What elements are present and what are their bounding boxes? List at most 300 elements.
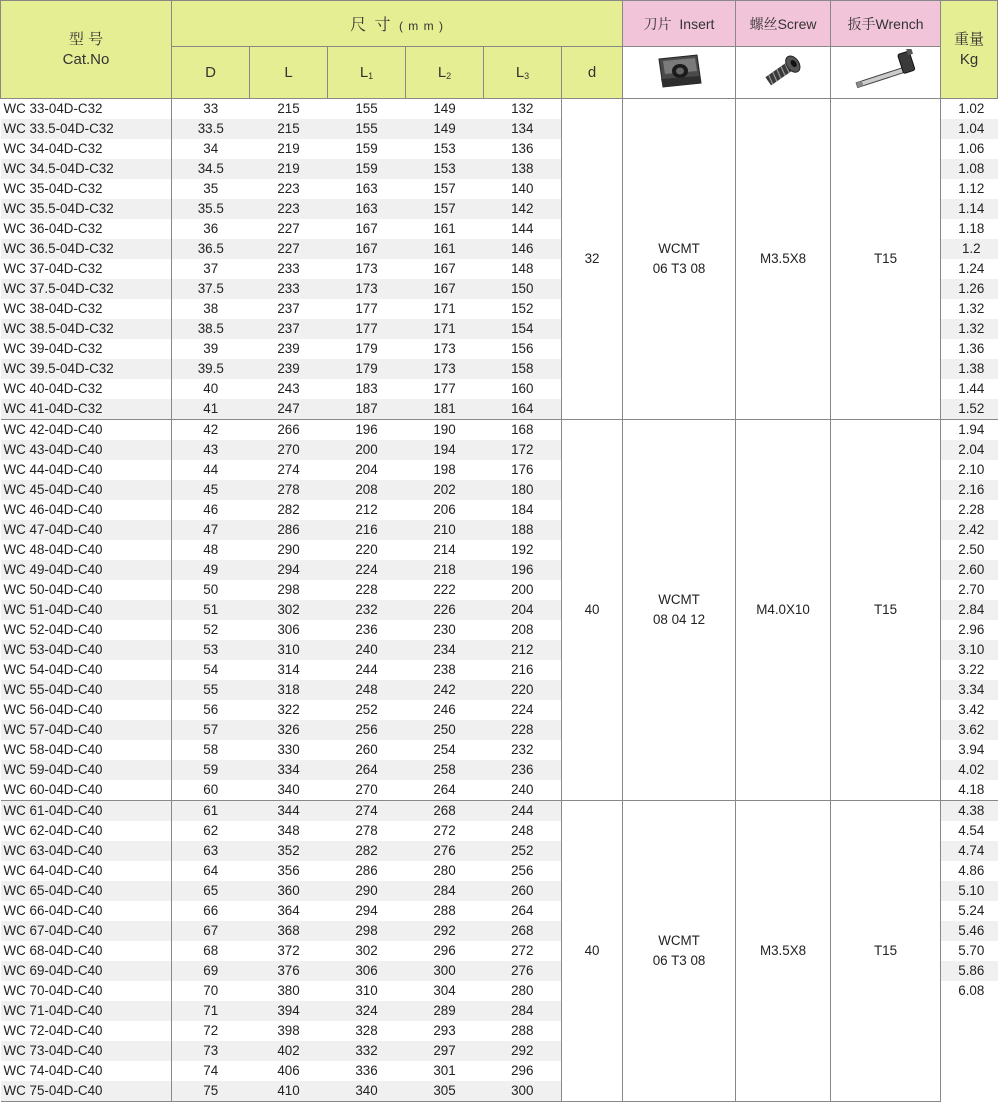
weight-cell: 3.94 (941, 740, 998, 760)
dim-l-cell: 215 (250, 119, 328, 139)
dim-d-cell: 64 (203, 863, 219, 878)
dim-l3-cell: 216 (511, 662, 534, 677)
dim-l3-cell: 280 (511, 983, 534, 998)
dim-d-cell: 75 (172, 1081, 250, 1102)
dim-l-cell: 290 (277, 542, 300, 557)
dim-l1-cell: 270 (328, 780, 406, 801)
cat-no-cell: WC 36.5-04D-C32 (1, 239, 172, 259)
dim-l1-cell: 290 (328, 881, 406, 901)
dim-l1-cell: 204 (355, 462, 378, 477)
weight-cell: 1.08 (941, 159, 998, 179)
dim-l-cell: 344 (250, 801, 328, 822)
dim-l1-cell: 248 (328, 680, 406, 700)
dim-l-cell: 368 (250, 921, 328, 941)
dim-d-cell: 68 (203, 943, 219, 958)
dim-l-cell: 219 (250, 159, 328, 179)
cat-no-cell: WC 63-04D-C40 (1, 841, 172, 861)
dim-l3-cell: 260 (484, 881, 562, 901)
weight-cell: 5.24 (941, 901, 998, 921)
dim-l1-cell: 306 (328, 961, 406, 981)
dim-l3-cell: 152 (511, 301, 534, 316)
cat-no-cell: WC 48-04D-C40 (1, 540, 172, 560)
dim-d-cell: 46 (203, 502, 219, 517)
cat-no-cell: WC 45-04D-C40 (1, 480, 172, 500)
cat-no-cell: WC 46-04D-C40 (1, 500, 172, 520)
dim-l2-cell: 293 (433, 1023, 456, 1038)
weight-cell: 1.52 (941, 399, 998, 420)
dim-l-cell: 227 (277, 221, 300, 236)
dim-d-cell: 67 (172, 921, 250, 941)
dim-d-cell: 39.5 (172, 359, 250, 379)
dim-d-cell: 72 (203, 1023, 219, 1038)
header-insert-en: Insert (679, 15, 715, 32)
dim-l3-cell: 144 (511, 221, 534, 236)
weight-cell: 2.10 (941, 460, 998, 480)
dim-l1-cell: 155 (355, 101, 378, 116)
dim-l2-cell: 276 (406, 841, 484, 861)
dim-l3-cell: 248 (511, 823, 534, 838)
dim-l1-cell: 183 (355, 381, 378, 396)
insert-cell (623, 99, 736, 420)
dim-l-cell: 219 (277, 141, 300, 156)
dim-l3-cell: 192 (511, 542, 534, 557)
dim-l3-cell: 268 (484, 921, 562, 941)
wrench-image (831, 47, 941, 99)
header-screw-en: Screw (777, 15, 817, 32)
dim-d-cell: 33.5 (172, 119, 250, 139)
dim-l-cell: 286 (250, 520, 328, 540)
weight-cell: 4.02 (941, 760, 998, 780)
dim-d-cell: 66 (203, 903, 219, 918)
weight-cell: 3.22 (941, 660, 998, 680)
dim-l3-cell: 180 (484, 480, 562, 500)
dim-l3-cell: 288 (511, 1023, 534, 1038)
dim-l2-cell: 210 (406, 520, 484, 540)
dim-l2-cell: 296 (433, 943, 456, 958)
dim-l2-cell: 292 (406, 921, 484, 941)
cat-no-cell: WC 50-04D-C40 (1, 580, 172, 600)
dim-l2-cell: 153 (406, 159, 484, 179)
dim-d-cell: 62 (203, 823, 219, 838)
dim-l2-cell: 173 (406, 359, 484, 379)
header-wrench-en: Wrench (875, 15, 924, 32)
dim-d-cell: 53 (172, 640, 250, 660)
dim-l1-cell: 216 (328, 520, 406, 540)
dim-d-cell: 37.5 (172, 279, 250, 299)
dim-d-cell: 35.5 (172, 199, 250, 219)
weight-cell: 3.42 (941, 700, 998, 720)
dim-d-cell: 54 (203, 662, 219, 677)
weight-cell: 2.42 (941, 520, 998, 540)
dim-l3-cell: 208 (511, 622, 534, 637)
cat-no-cell: WC 56-04D-C40 (1, 700, 172, 720)
dim-l-cell: 310 (250, 640, 328, 660)
dim-l1-cell: 173 (328, 279, 406, 299)
cat-no-cell: WC 53-04D-C40 (1, 640, 172, 660)
weight-cell: 2.96 (941, 620, 998, 640)
cat-no-cell: WC 35-04D-C32 (1, 179, 172, 199)
dim-l-cell: 314 (277, 662, 300, 677)
cat-no-cell: WC 64-04D-C40 (1, 861, 172, 881)
dim-d-cell: 59 (172, 760, 250, 780)
insert-code: 06 T3 08 (652, 261, 706, 276)
weight-cell (941, 1001, 998, 1021)
cat-no-cell: WC 61-04D-C40 (1, 801, 172, 822)
dim-d-cell: 42 (203, 422, 219, 437)
cat-no-cell: WC 47-04D-C40 (1, 520, 172, 540)
cat-no-cell: WC 35.5-04D-C32 (1, 199, 172, 219)
dim-d-cell: 41 (172, 399, 250, 420)
dim-d-cell: 33 (203, 101, 219, 116)
dim-l1-cell: 332 (328, 1041, 406, 1061)
cat-no-cell: WC 60-04D-C40 (1, 780, 172, 801)
dim-l2-cell: 202 (406, 480, 484, 500)
cat-no-cell: WC 54-04D-C40 (1, 660, 172, 680)
dim-l-cell: 237 (277, 301, 300, 316)
dim-l-cell: 294 (250, 560, 328, 580)
dim-d-cell: 63 (172, 841, 250, 861)
dim-l2-cell: 161 (433, 221, 456, 236)
weight-cell: 1.38 (941, 359, 998, 379)
cat-no-cell: WC 57-04D-C40 (1, 720, 172, 740)
dim-l3-cell: 240 (484, 780, 562, 801)
dim-l2-cell: 284 (406, 881, 484, 901)
dim-l-cell: 330 (277, 742, 300, 757)
cat-no-cell: WC 44-04D-C40 (1, 460, 172, 480)
dim-l2-cell: 304 (433, 983, 456, 998)
dim-l3-cell: 156 (511, 341, 534, 356)
cat-no-cell: WC 39-04D-C32 (1, 339, 172, 359)
dim-l-cell: 247 (250, 399, 328, 420)
dim-l-cell: 380 (277, 983, 300, 998)
dim-d-cell: 55 (172, 680, 250, 700)
weight-cell: 1.44 (941, 379, 998, 399)
dim-l2-cell: 238 (433, 662, 456, 677)
cat-no-cell: WC 62-04D-C40 (1, 821, 172, 841)
header-size-unit: ( m m ) (398, 19, 444, 33)
dim-l3-cell: 200 (511, 582, 534, 597)
table-row (1, 801, 998, 822)
dim-l3-cell: 244 (484, 801, 562, 822)
weight-cell: 4.18 (941, 780, 998, 801)
dim-l1-cell: 236 (355, 622, 378, 637)
table-row (1, 420, 998, 441)
dim-l1-cell: 286 (355, 863, 378, 878)
dim-l-cell: 302 (250, 600, 328, 620)
dim-l3-cell: 136 (511, 141, 534, 156)
weight-cell (941, 1081, 998, 1102)
header-cat-en: Cat.No (62, 50, 110, 68)
weight-cell: 1.14 (941, 199, 998, 219)
dim-l3-cell: 172 (484, 440, 562, 460)
weight-cell: 2.04 (941, 440, 998, 460)
insert-cell (623, 801, 736, 1102)
shank-d-cell: 40 (562, 420, 623, 801)
dim-l-cell: 282 (277, 502, 300, 517)
dim-l-cell: 326 (250, 720, 328, 740)
dim-l1-cell: 220 (355, 542, 378, 557)
dim-d-cell: 40 (203, 381, 219, 396)
dim-l3-cell: 212 (484, 640, 562, 660)
dim-d-cell: 50 (203, 582, 219, 597)
dim-d-cell: 65 (172, 881, 250, 901)
weight-cell: 1.32 (941, 299, 998, 319)
dim-l1-cell: 278 (355, 823, 378, 838)
dim-l2-cell: 198 (433, 462, 456, 477)
dim-l2-cell: 288 (433, 903, 456, 918)
dim-l-cell: 394 (250, 1001, 328, 1021)
dim-l2-cell: 242 (406, 680, 484, 700)
dim-l2-cell: 167 (406, 279, 484, 299)
dim-l-cell: 322 (277, 702, 300, 717)
header-dim-l: L (250, 47, 328, 99)
weight-cell: 3.62 (941, 720, 998, 740)
dim-d-cell: 51 (172, 600, 250, 620)
dim-d-cell: 71 (172, 1001, 250, 1021)
weight-cell: 1.12 (941, 179, 998, 199)
dim-l3-cell: 224 (511, 702, 534, 717)
dim-l2-cell: 171 (406, 319, 484, 339)
weight-cell: 5.46 (941, 921, 998, 941)
dim-l1-cell: 173 (355, 261, 378, 276)
dim-l-cell: 398 (277, 1023, 300, 1038)
header-size (172, 1, 623, 47)
dim-l-cell: 233 (250, 279, 328, 299)
dim-d-cell: 37 (203, 261, 219, 276)
dim-l3-cell: 148 (511, 261, 534, 276)
weight-cell: 4.38 (941, 801, 998, 822)
cat-no-cell: WC 69-04D-C40 (1, 961, 172, 981)
screw-icon (755, 49, 811, 93)
dim-l-cell: 298 (277, 582, 300, 597)
weight-cell: 2.28 (941, 500, 998, 520)
dim-l1-cell: 240 (328, 640, 406, 660)
dim-l1-cell: 228 (355, 582, 378, 597)
header-cat-cn: 型 号 (68, 30, 104, 48)
cat-no-cell: WC 41-04D-C32 (1, 399, 172, 420)
dim-l1-cell: 244 (355, 662, 378, 677)
dim-l2-cell: 264 (406, 780, 484, 801)
dim-l-cell: 356 (277, 863, 300, 878)
dim-l1-cell: 159 (355, 141, 378, 156)
dim-l-cell: 239 (250, 359, 328, 379)
weight-cell: 1.06 (941, 139, 998, 159)
header-dim-l1: $L_1$ (328, 47, 406, 99)
wrench-cell: T15 (831, 801, 941, 1102)
cat-no-cell: WC 33.5-04D-C32 (1, 119, 172, 139)
dim-l2-cell: 149 (406, 119, 484, 139)
dim-l-cell: 402 (250, 1041, 328, 1061)
dim-l3-cell: 300 (484, 1081, 562, 1102)
header-screw (736, 1, 831, 47)
insert-code: 06 T3 08 (652, 953, 706, 968)
dim-l3-cell: 132 (511, 101, 534, 116)
cat-no-cell: WC 39.5-04D-C32 (1, 359, 172, 379)
dim-l3-cell: 256 (511, 863, 534, 878)
weight-cell: 2.60 (941, 560, 998, 580)
cat-no-cell: WC 40-04D-C32 (1, 379, 172, 399)
screw-image (736, 47, 831, 99)
dim-l2-cell: 177 (433, 381, 456, 396)
dim-d-cell: 49 (172, 560, 250, 580)
dim-l2-cell: 173 (433, 341, 456, 356)
cat-no-cell: WC 59-04D-C40 (1, 760, 172, 780)
dim-l2-cell: 297 (406, 1041, 484, 1061)
weight-cell: 5.86 (941, 961, 998, 981)
insert-model: WCMT (658, 241, 700, 256)
dim-d-cell: 45 (172, 480, 250, 500)
weight-cell: 1.02 (941, 99, 998, 120)
insert-model: WCMT (658, 933, 700, 948)
dim-l2-cell: 301 (433, 1063, 456, 1078)
dim-l1-cell: 167 (328, 239, 406, 259)
dim-l3-cell: 196 (484, 560, 562, 580)
dim-l3-cell: 168 (511, 422, 534, 437)
dim-l3-cell: 138 (484, 159, 562, 179)
table-row (1, 99, 998, 120)
cat-no-cell: WC 70-04D-C40 (1, 981, 172, 1001)
shank-d-cell: 32 (562, 99, 623, 420)
dim-l2-cell: 153 (433, 141, 456, 156)
dim-l2-cell: 214 (433, 542, 456, 557)
dim-d-cell: 69 (172, 961, 250, 981)
cat-no-cell: WC 42-04D-C40 (1, 420, 172, 441)
dim-l3-cell: 142 (484, 199, 562, 219)
dim-l1-cell: 302 (355, 943, 378, 958)
cat-no-cell: WC 52-04D-C40 (1, 620, 172, 640)
dim-l2-cell: 300 (406, 961, 484, 981)
cat-no-cell: WC 65-04D-C40 (1, 881, 172, 901)
dim-l2-cell: 194 (406, 440, 484, 460)
dim-l2-cell: 171 (433, 301, 456, 316)
weight-cell: 2.16 (941, 480, 998, 500)
dim-d-cell: 73 (172, 1041, 250, 1061)
dim-l-cell: 348 (277, 823, 300, 838)
insert-image (623, 47, 736, 99)
cat-no-cell: WC 33-04D-C32 (1, 99, 172, 120)
dim-l1-cell: 282 (328, 841, 406, 861)
cat-no-cell: WC 58-04D-C40 (1, 740, 172, 760)
dim-l1-cell: 310 (355, 983, 378, 998)
dim-l2-cell: 149 (433, 101, 456, 116)
dim-l2-cell: 250 (406, 720, 484, 740)
weight-cell: 6.08 (941, 981, 998, 1001)
weight-cell: 1.32 (941, 319, 998, 339)
weight-cell: 1.26 (941, 279, 998, 299)
screw-cell: M3.5X8 (736, 801, 831, 1102)
weight-cell (941, 1021, 998, 1041)
dim-d-cell: 35 (203, 181, 219, 196)
insert-icon (651, 49, 707, 93)
header-insert (623, 1, 736, 47)
dim-l-cell: 239 (277, 341, 300, 356)
header-wrench (831, 1, 941, 47)
dim-l3-cell: 276 (484, 961, 562, 981)
dim-d-cell: 56 (203, 702, 219, 717)
dim-l2-cell: 167 (433, 261, 456, 276)
dim-l2-cell: 222 (433, 582, 456, 597)
shank-d-cell: 40 (562, 801, 623, 1102)
dim-l-cell: 243 (277, 381, 300, 396)
dim-l3-cell: 264 (511, 903, 534, 918)
dim-l-cell: 334 (250, 760, 328, 780)
dim-l1-cell: 196 (355, 422, 378, 437)
weight-cell: 1.18 (941, 219, 998, 239)
weight-cell (941, 1061, 998, 1081)
dim-l2-cell: 280 (433, 863, 456, 878)
weight-cell: 3.34 (941, 680, 998, 700)
dim-l-cell: 340 (250, 780, 328, 801)
wrench-cell: T15 (831, 99, 941, 420)
dim-l-cell: 270 (250, 440, 328, 460)
dim-l3-cell: 154 (484, 319, 562, 339)
dim-l2-cell: 181 (406, 399, 484, 420)
cat-no-cell: WC 72-04D-C40 (1, 1021, 172, 1041)
dim-l-cell: 215 (277, 101, 300, 116)
dim-l1-cell: 294 (355, 903, 378, 918)
dim-d-cell: 38.5 (172, 319, 250, 339)
dim-l1-cell: 179 (355, 341, 378, 356)
dim-l1-cell: 252 (355, 702, 378, 717)
dim-l1-cell: 179 (328, 359, 406, 379)
dim-l1-cell: 260 (355, 742, 378, 757)
weight-cell: 1.2 (941, 239, 998, 259)
insert-cell (623, 420, 736, 801)
dim-l-cell: 376 (250, 961, 328, 981)
dim-l2-cell: 254 (433, 742, 456, 757)
dim-l3-cell: 176 (511, 462, 534, 477)
dim-l3-cell: 252 (484, 841, 562, 861)
weight-cell: 1.94 (941, 420, 998, 441)
weight-cell: 1.24 (941, 259, 998, 279)
dim-l1-cell: 328 (355, 1023, 378, 1038)
cat-no-cell: WC 43-04D-C40 (1, 440, 172, 460)
dim-l1-cell: 224 (328, 560, 406, 580)
header-wrench-cn: 扳手 (847, 15, 876, 32)
dim-l3-cell: 284 (484, 1001, 562, 1021)
cat-no-cell: WC 38.5-04D-C32 (1, 319, 172, 339)
dim-l-cell: 406 (277, 1063, 300, 1078)
dim-l1-cell: 336 (355, 1063, 378, 1078)
header-cat-no (1, 1, 172, 99)
weight-cell: 2.70 (941, 580, 998, 600)
dim-l3-cell: 296 (511, 1063, 534, 1078)
dim-l2-cell: 226 (406, 600, 484, 620)
weight-cell: 1.36 (941, 339, 998, 359)
dim-l3-cell: 146 (484, 239, 562, 259)
cat-no-cell: WC 73-04D-C40 (1, 1041, 172, 1061)
wrench-icon (846, 49, 926, 93)
dim-l-cell: 274 (277, 462, 300, 477)
weight-cell: 4.74 (941, 841, 998, 861)
dim-l-cell: 352 (250, 841, 328, 861)
dim-l1-cell: 167 (355, 221, 378, 236)
cat-no-cell: WC 74-04D-C40 (1, 1061, 172, 1081)
cat-no-cell: WC 34-04D-C32 (1, 139, 172, 159)
dim-l-cell: 233 (277, 261, 300, 276)
weight-cell: 3.10 (941, 640, 998, 660)
dim-d-cell: 74 (203, 1063, 219, 1078)
dim-l1-cell: 274 (328, 801, 406, 822)
dim-l1-cell: 324 (328, 1001, 406, 1021)
header-screw-cn: 螺丝 (749, 15, 778, 32)
dim-d-cell: 60 (172, 780, 250, 801)
dim-l1-cell: 232 (328, 600, 406, 620)
dim-l2-cell: 230 (433, 622, 456, 637)
dim-l2-cell: 157 (433, 181, 456, 196)
dim-l1-cell: 163 (328, 199, 406, 219)
dim-d-cell: 58 (203, 742, 219, 757)
